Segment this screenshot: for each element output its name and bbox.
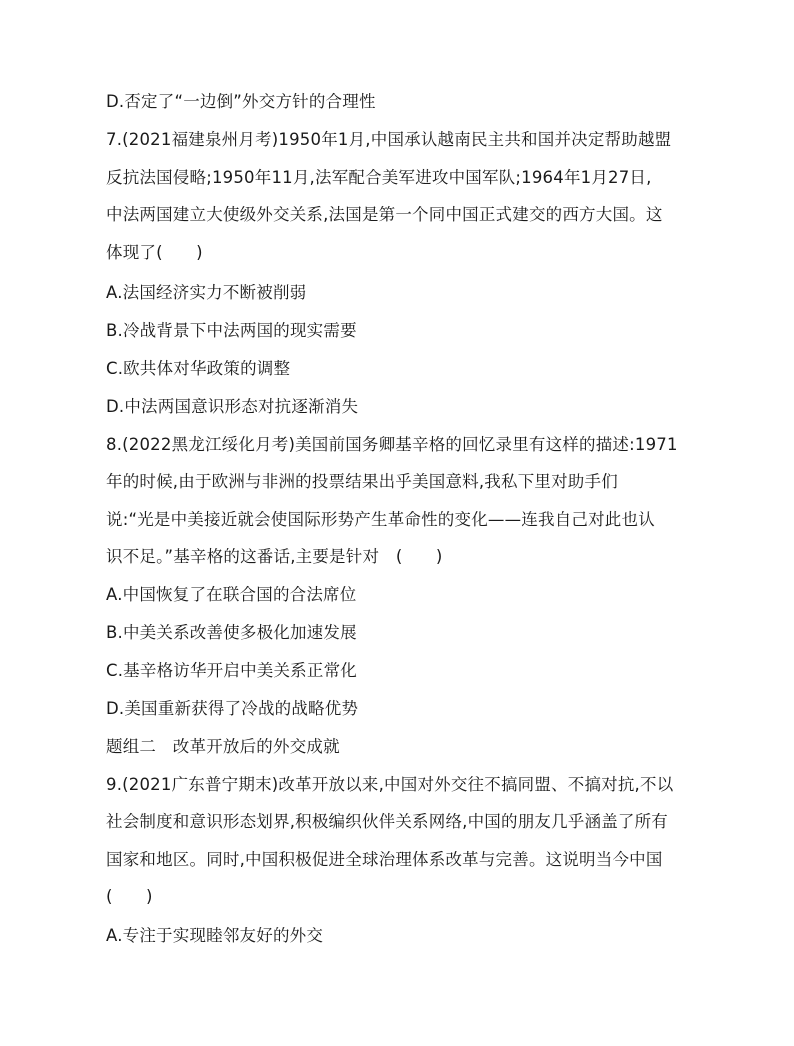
q8-option-b: B.中美关系改善使多极化加速发展 (106, 623, 357, 642)
q6-option-d: D.否定了“一边倒”外交方针的合理性 (106, 92, 376, 111)
q9-option-a: A.专注于实现睦邻友好的外交 (106, 926, 324, 945)
q8-option-d: D.美国重新获得了冷战的战略优势 (106, 699, 359, 718)
q7-stem-line-2: 反抗法国侵略;1950年11月,法军配合美军进攻中国军队;1964年1月27日, (106, 168, 652, 187)
q8-stem-line-2: 年的时候,由于欧洲与非洲的投票结果出乎美国意料,我私下里对助手们 (106, 472, 618, 491)
q8-option-c: C.基辛格访华开启中美关系正常化 (106, 661, 357, 680)
q8-stem-line-1: 8.(2022黑龙江绥化月考)美国前国务卿基辛格的回忆录里有这样的描述:1971 (106, 435, 678, 454)
q7-stem-line-4: 体现了( ) (106, 243, 203, 262)
q7-stem-line-1: 7.(2021福建泉州月考)1950年1月,中国承认越南民主共和国并决定帮助越盟 (106, 130, 672, 149)
q7-option-c: C.欧共体对华政策的调整 (106, 359, 291, 378)
q9-stem-line-3: 国家和地区。同时,中国积极促进全球治理体系改革与完善。这说明当今中国 (106, 850, 663, 869)
q7-option-d: D.中法两国意识形态对抗逐渐消失 (106, 397, 359, 416)
q7-option-b: B.冷战背景下中法两国的现实需要 (106, 321, 357, 340)
q9-stem-line-4: ( ) (106, 887, 153, 906)
q7-stem-line-3: 中法两国建立大使级外交关系,法国是第一个同中国正式建交的西方大国。这 (106, 205, 663, 224)
q9-stem-line-1: 9.(2021广东普宁期末)改革开放以来,中国对外交往不搞同盟、不搞对抗,不以 (106, 775, 674, 794)
section-heading: 题组二 改革开放后的外交成就 (106, 737, 340, 756)
q8-option-a: A.中国恢复了在联合国的合法席位 (106, 585, 357, 604)
q8-stem-line-3: 说:“光是中美接近就会使国际形势产生革命性的变化——连我自己对此也认 (106, 510, 655, 529)
q8-stem-line-4: 识不足。”基辛格的这番话,主要是针对 ( ) (106, 547, 443, 566)
q7-option-a: A.法国经济实力不断被削弱 (106, 283, 307, 302)
q9-stem-line-2: 社会制度和意识形态划界,积极编织伙伴关系网络,中国的朋友几乎涵盖了所有 (106, 812, 668, 831)
